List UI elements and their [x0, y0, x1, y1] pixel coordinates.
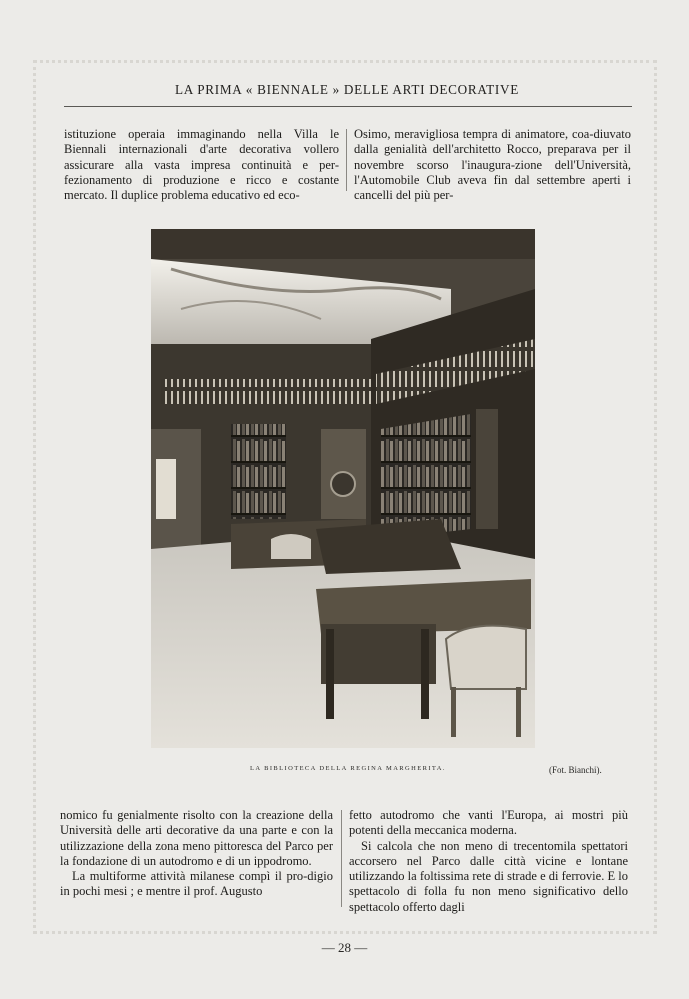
- paragraph: Si calcola che non meno di trecentomila spettatori accorsero nel Parco dalle città vicine e lontane utilizzando la foltissima rete di strade e di ferrovie. E lo spettacolo di folla fu non meno significativo dello spettacolo offerto dagli: [349, 838, 628, 914]
- running-title: LA PRIMA « BIENNALE » DELLE ARTI DECORATIVE: [175, 82, 519, 97]
- figure-caption: LA BIBLIOTECA DELLA REGINA MARGHERITA.: [250, 765, 446, 772]
- paragraph: istituzione operaia immaginando nella Villa le Biennali internazionali d'arte decorativa vollero assicurare alla vasta impresa continuità e per-fezionamento di produzione e ricco e costante mercato. Il duplice problema educativo ed eco-: [64, 127, 339, 203]
- column-divider: [346, 129, 347, 191]
- text-column-top-left: [64, 127, 339, 203]
- library-photograph: [151, 229, 535, 748]
- text-column-bottom-left: [60, 808, 333, 900]
- paragraph: fetto autodromo che vanti l'Europa, ai mostri più potenti della meccanica moderna.: [349, 808, 628, 838]
- paragraph: nomico fu genialmente risolto con la creazione della Università delle arti decorative da una parte e con la utilizzazione della zona meno pittoresca del Parco per la fondazione di un autodromo e di un ippodromo.: [60, 808, 333, 868]
- page-number: — 28 —: [321, 940, 368, 955]
- paragraph: Osimo, meravigliosa tempra di animatore, coa-diuvato dalla genialità dell'architetto Rocco, preparava per il novembre scorso l'inaugura-zione dell'Università, l'Automobile Club aveva fin dal settembre aperti i cancelli del più per-: [354, 127, 631, 203]
- paragraph: La multiforme attività milanese compì il pro-digio in pochi mesi ; e mentre il prof. Augusto: [60, 869, 333, 899]
- text-column-top-right: [354, 127, 631, 203]
- column-divider: [341, 810, 342, 907]
- text-column-bottom-right: [349, 808, 628, 915]
- photo-credit: (Fot. Bianchi).: [549, 765, 602, 775]
- header-rule: [64, 106, 632, 107]
